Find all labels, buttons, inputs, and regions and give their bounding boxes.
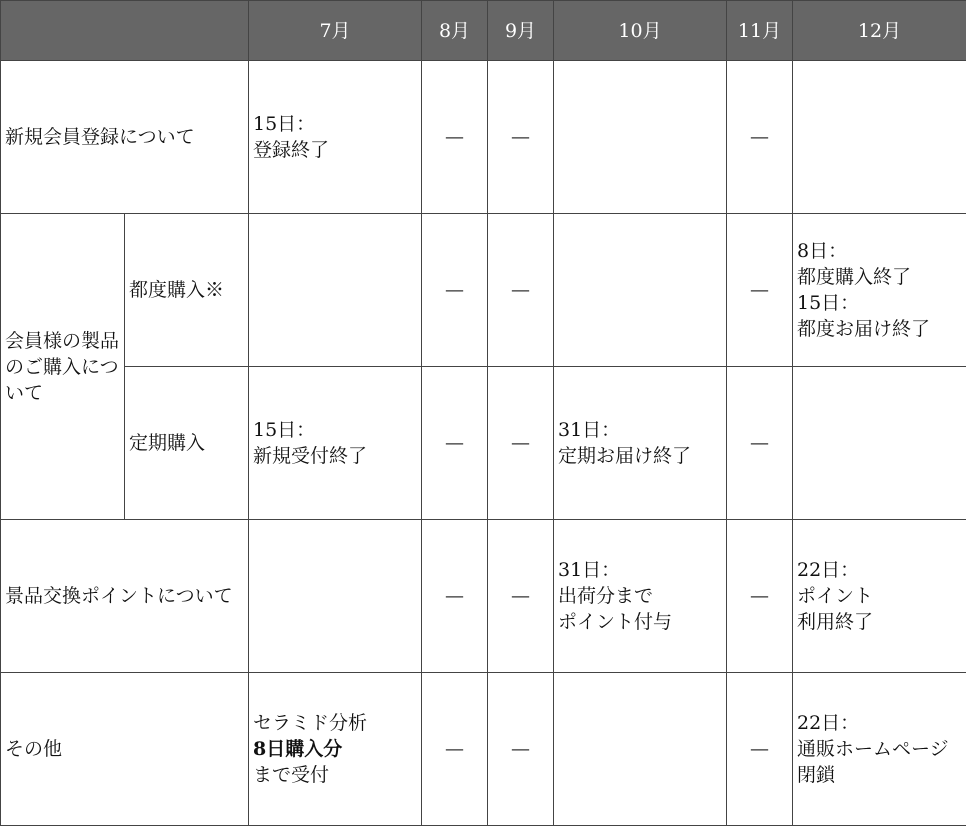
cell-line: 都度購入終了 xyxy=(797,266,912,288)
cell-line: ポイント xyxy=(797,585,874,607)
cell-line: 8日： xyxy=(797,240,848,262)
cell-line: 利用終了 xyxy=(797,611,874,633)
group-label-text: 会員様の製品のご購入について xyxy=(5,329,120,404)
cell-registration-dec xyxy=(793,61,966,214)
cell-other-sep: — xyxy=(488,673,554,826)
cell-subscription-nov: — xyxy=(727,367,793,520)
cell-line-bold: 8日購入分 xyxy=(253,738,343,760)
header-month-dec: 12月 xyxy=(793,1,966,61)
cell-subscription-aug: — xyxy=(422,367,488,520)
cell-line: 登録終了 xyxy=(253,139,330,161)
cell-spot-jul xyxy=(249,214,422,367)
cell-line: 定期お届け終了 xyxy=(558,445,692,467)
cell-line: セラミド分析 xyxy=(253,712,368,734)
cell-spot-sep: — xyxy=(488,214,554,367)
cell-line: 新規受付終了 xyxy=(253,445,368,467)
row-label-points: 景品交換ポイントについて xyxy=(1,520,249,673)
header-month-aug: 8月 xyxy=(422,1,488,61)
cell-other-nov: — xyxy=(727,673,793,826)
cell-line: 31日： xyxy=(558,419,621,441)
cell-points-dec xyxy=(793,520,966,673)
cell-spot-dec xyxy=(793,214,966,367)
table-row-registration xyxy=(1,61,966,214)
header-blank xyxy=(1,1,249,61)
cell-other-aug: — xyxy=(422,673,488,826)
row-group-label-purchase xyxy=(1,214,125,520)
cell-line: 31日： xyxy=(558,559,621,581)
cell-registration-jul xyxy=(249,61,422,214)
cell-points-oct xyxy=(554,520,727,673)
header-row xyxy=(1,1,966,61)
cell-registration-sep: — xyxy=(488,61,554,214)
cell-line: 都度お届け終了 xyxy=(797,318,931,340)
row-label-other: その他 xyxy=(1,673,249,826)
cell-line: 15日： xyxy=(797,292,860,314)
cell-registration-aug: — xyxy=(422,61,488,214)
row-sublabel-spot: 都度購入※ xyxy=(125,214,249,367)
cell-line: 15日： xyxy=(253,419,316,441)
cell-registration-nov: — xyxy=(727,61,793,214)
cell-line: 15日： xyxy=(253,113,316,135)
cell-points-sep: — xyxy=(488,520,554,673)
cell-points-nov: — xyxy=(727,520,793,673)
cell-subscription-jul xyxy=(249,367,422,520)
cell-other-jul xyxy=(249,673,422,826)
header-month-jul: 7月 xyxy=(249,1,422,61)
header-month-sep: 9月 xyxy=(488,1,554,61)
row-label-registration: 新規会員登録について xyxy=(1,61,249,214)
cell-spot-oct xyxy=(554,214,727,367)
cell-line-wrap: 通販ホームページ閉鎖 xyxy=(797,738,949,786)
header-month-nov: 11月 xyxy=(727,1,793,61)
cell-line: 22日： xyxy=(797,559,860,581)
table-row-other xyxy=(1,673,966,826)
cell-registration-oct xyxy=(554,61,727,214)
cell-spot-nov: — xyxy=(727,214,793,367)
cell-line: 22日： xyxy=(797,712,860,734)
cell-points-aug: — xyxy=(422,520,488,673)
table-row-spot-purchase xyxy=(1,214,966,367)
cell-line: まで受付 xyxy=(253,764,330,786)
table-row-points xyxy=(1,520,966,673)
cell-line: ポイント付与 xyxy=(558,611,673,633)
cell-other-dec xyxy=(793,673,966,826)
cell-points-jul xyxy=(249,520,422,673)
cell-other-oct xyxy=(554,673,727,826)
table-row-subscription xyxy=(1,367,966,520)
cell-line: 出荷分まで xyxy=(558,585,654,607)
cell-subscription-oct xyxy=(554,367,727,520)
row-sublabel-subscription: 定期購入 xyxy=(125,367,249,520)
header-month-oct: 10月 xyxy=(554,1,727,61)
cell-subscription-sep: — xyxy=(488,367,554,520)
cell-subscription-dec xyxy=(793,367,966,520)
cell-spot-aug: — xyxy=(422,214,488,367)
